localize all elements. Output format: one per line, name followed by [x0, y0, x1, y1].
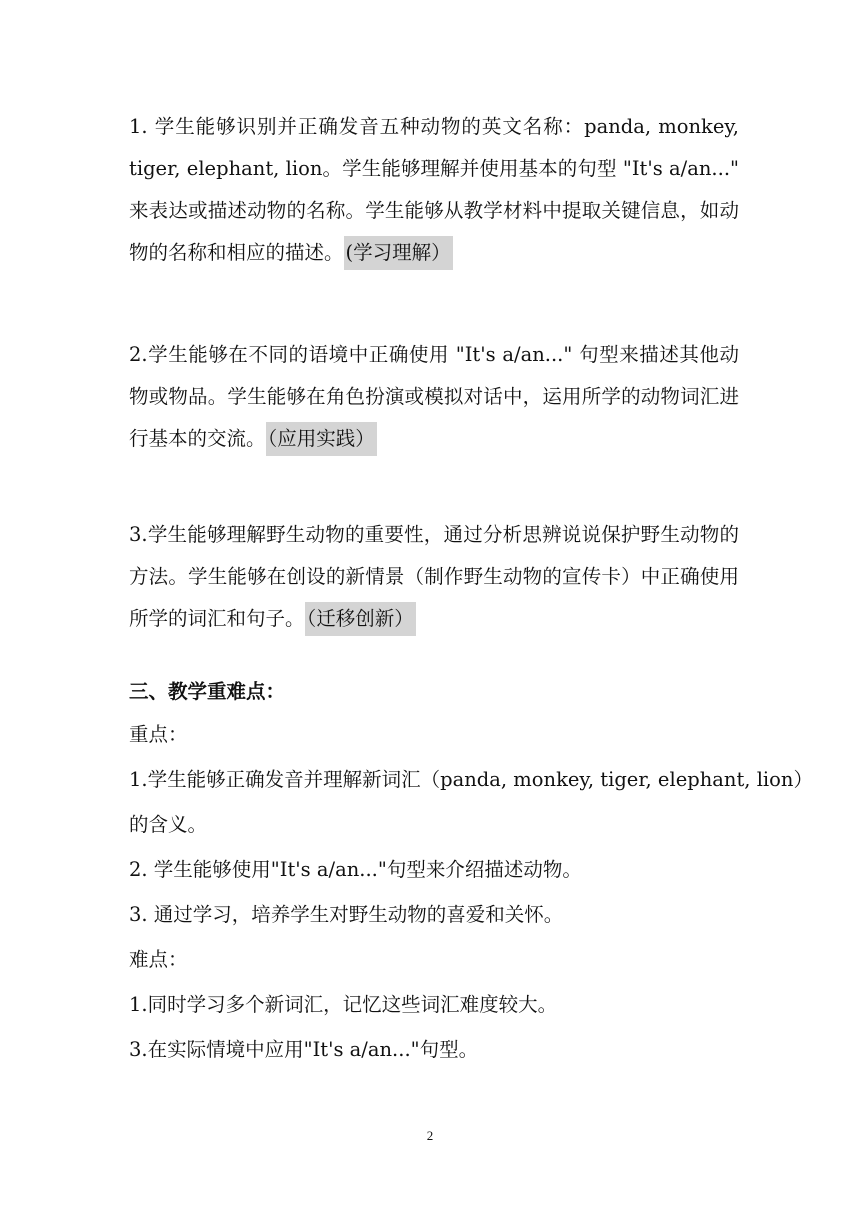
objective-2	[129, 334, 739, 460]
difficult-point-item: 3.在实际情境中应用"It's a/an..."句型。	[129, 1038, 479, 1061]
objective-1	[129, 106, 739, 274]
objective-1-text: 1. 学生能够识别并正确发音五种动物的英文名称：panda, monkey, tiger, elephant, lion。学生能够理解并使用基本的句型 "It's a/an..." 来表达或描述动物的名称。学生能够从教学材料中提取关键信息，如动物的名称和相应的描述。	[129, 115, 739, 264]
difficult-points-label: 难点：	[129, 948, 188, 971]
objective-2-text: 2.学生能够在不同的语境中正确使用 "It's a/an..." 句型来描述其他动物或物品。学生能够在角色扮演或模拟对话中，运用所学的动物词汇进行基本的交流。	[129, 343, 739, 450]
page-number: 2	[426, 1128, 434, 1143]
key-point-item: 3. 通过学习，培养学生对野生动物的喜爱和关怀。	[129, 903, 564, 926]
key-point-item: 1.学生能够正确发音并理解新词汇（panda, monkey, tiger, elephant, lion）	[129, 768, 813, 791]
objective-3-text: 3.学生能够理解野生动物的重要性，通过分析思辨说说保护野生动物的方法。学生能够在创设的新情景（制作野生动物的宣传卡）中正确使用所学的词汇和句子。	[129, 523, 739, 630]
objective-1-tag: (学习理解）	[344, 236, 453, 270]
key-points-label: 重点：	[129, 723, 188, 746]
key-point-item: 2. 学生能够使用"It's a/an..."句型来介绍描述动物。	[129, 858, 582, 881]
difficult-point-item: 1.同时学习多个新词汇，记忆这些词汇难度较大。	[129, 993, 558, 1016]
objective-3-tag: （迁移创新）	[305, 602, 416, 636]
key-point-item: 的含义。	[129, 813, 208, 836]
objective-3	[129, 514, 739, 640]
section-heading: 三、教学重难点：	[129, 680, 286, 703]
objective-2-tag: （应用实践）	[266, 422, 377, 456]
